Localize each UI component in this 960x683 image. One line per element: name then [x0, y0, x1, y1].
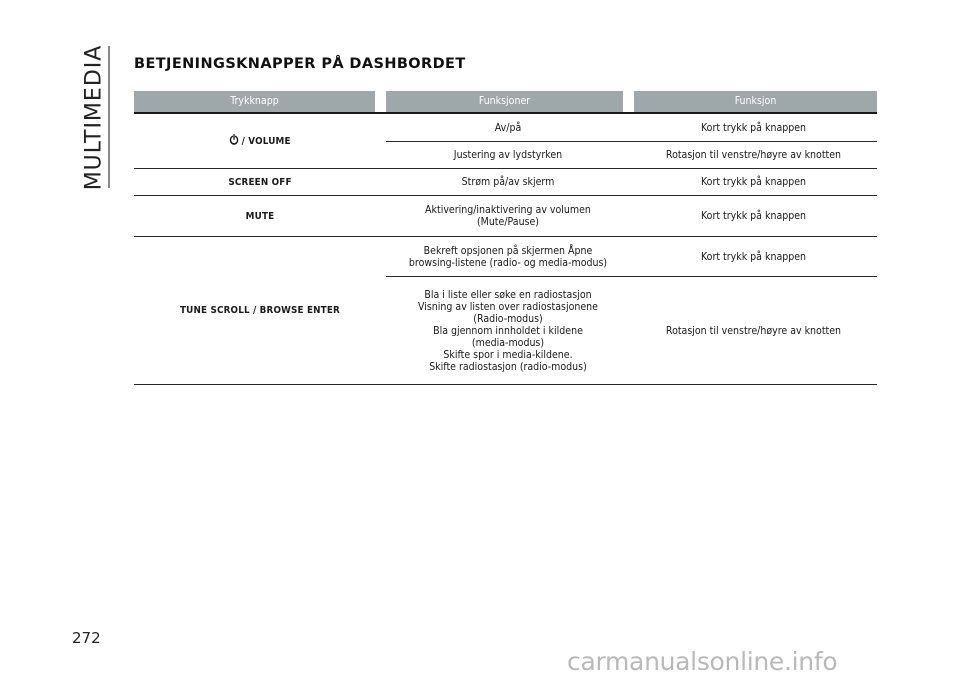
cell-text: Av/på — [494, 121, 522, 134]
table-row — [386, 237, 877, 276]
section-tab — [80, 46, 108, 188]
power-icon — [229, 134, 239, 148]
cell-text: Skifte radiostasjon (radio-modus) — [429, 360, 587, 373]
table-body — [134, 114, 877, 385]
table-row — [386, 196, 877, 236]
action-cell — [642, 114, 864, 141]
cell-text: Kort trykk på knappen — [700, 210, 807, 222]
button-label: SCREEN OFF — [228, 176, 292, 188]
functions-cell — [398, 277, 618, 384]
cell-text: Skifte spor i media-kildene. — [443, 348, 573, 361]
action-cell — [642, 142, 864, 168]
cell-text: Kort trykk på knappen — [700, 176, 807, 188]
cell-text: Kort trykk på knappen — [700, 121, 807, 134]
watermark: carmanualsonline.info — [567, 647, 838, 676]
table-row-group — [134, 169, 877, 196]
table-row — [386, 114, 877, 141]
cell-text: (media-modus) — [471, 336, 545, 349]
table-row-group — [134, 114, 877, 169]
cell-text: Strøm på/av skjerm — [461, 176, 555, 188]
header-functions: Funksjoner — [386, 91, 623, 112]
action-cell — [642, 196, 864, 236]
cell-text: Rotasjon til venstre/høyre av knotten — [665, 149, 842, 161]
button-cell — [149, 114, 371, 168]
table-row — [386, 169, 877, 195]
controls-table — [134, 91, 877, 385]
button-cell — [149, 196, 371, 236]
cell-text: Bla i liste eller søke en radiostasjon — [424, 288, 592, 301]
functions-cell — [398, 237, 618, 276]
cell-text: browsing-listene (radio- og media-modus) — [408, 256, 608, 269]
cell-text: Visning av listen over radiostasjonene — [417, 300, 598, 313]
button-label: / VOLUME — [241, 135, 291, 147]
header-button: Trykknapp — [134, 91, 375, 112]
action-cell — [642, 277, 864, 384]
page-title: BETJENINGSKNAPPER PÅ DASHBORDET — [134, 56, 466, 72]
page-number: 272 — [72, 629, 101, 647]
functions-cell — [398, 169, 618, 195]
cell-text: Rotasjon til venstre/høyre av knotten — [665, 324, 842, 337]
cell-text: Kort trykk på knappen — [700, 250, 807, 263]
action-cell — [642, 169, 864, 195]
table-row — [386, 276, 877, 384]
cell-text: Aktivering/inaktivering av volumen — [425, 204, 591, 216]
cell-text: (Mute/Pause) — [476, 216, 539, 228]
button-label: MUTE — [245, 210, 275, 222]
functions-cell — [398, 114, 618, 141]
button-label: TUNE SCROLL / BROWSE ENTER — [179, 305, 341, 316]
action-cell — [642, 237, 864, 276]
button-cell — [149, 237, 371, 384]
cell-text: Justering av lydstyrken — [453, 149, 563, 161]
table-row-group — [134, 237, 877, 385]
functions-cell — [398, 142, 618, 168]
cell-text: Bekreft opsjonen på skjermen Åpne — [423, 244, 593, 257]
section-label: MULTIMEDIA — [81, 44, 107, 190]
cell-text: Bla gjennom innholdet i kildene — [433, 324, 583, 337]
table-header — [134, 91, 877, 112]
cell-text: (Radio-modus) — [473, 312, 543, 325]
section-divider — [108, 46, 110, 188]
table-row-group — [134, 196, 877, 237]
table-row — [386, 141, 877, 168]
header-function: Funksjon — [634, 91, 877, 112]
button-cell — [149, 169, 371, 195]
functions-cell — [398, 196, 618, 236]
